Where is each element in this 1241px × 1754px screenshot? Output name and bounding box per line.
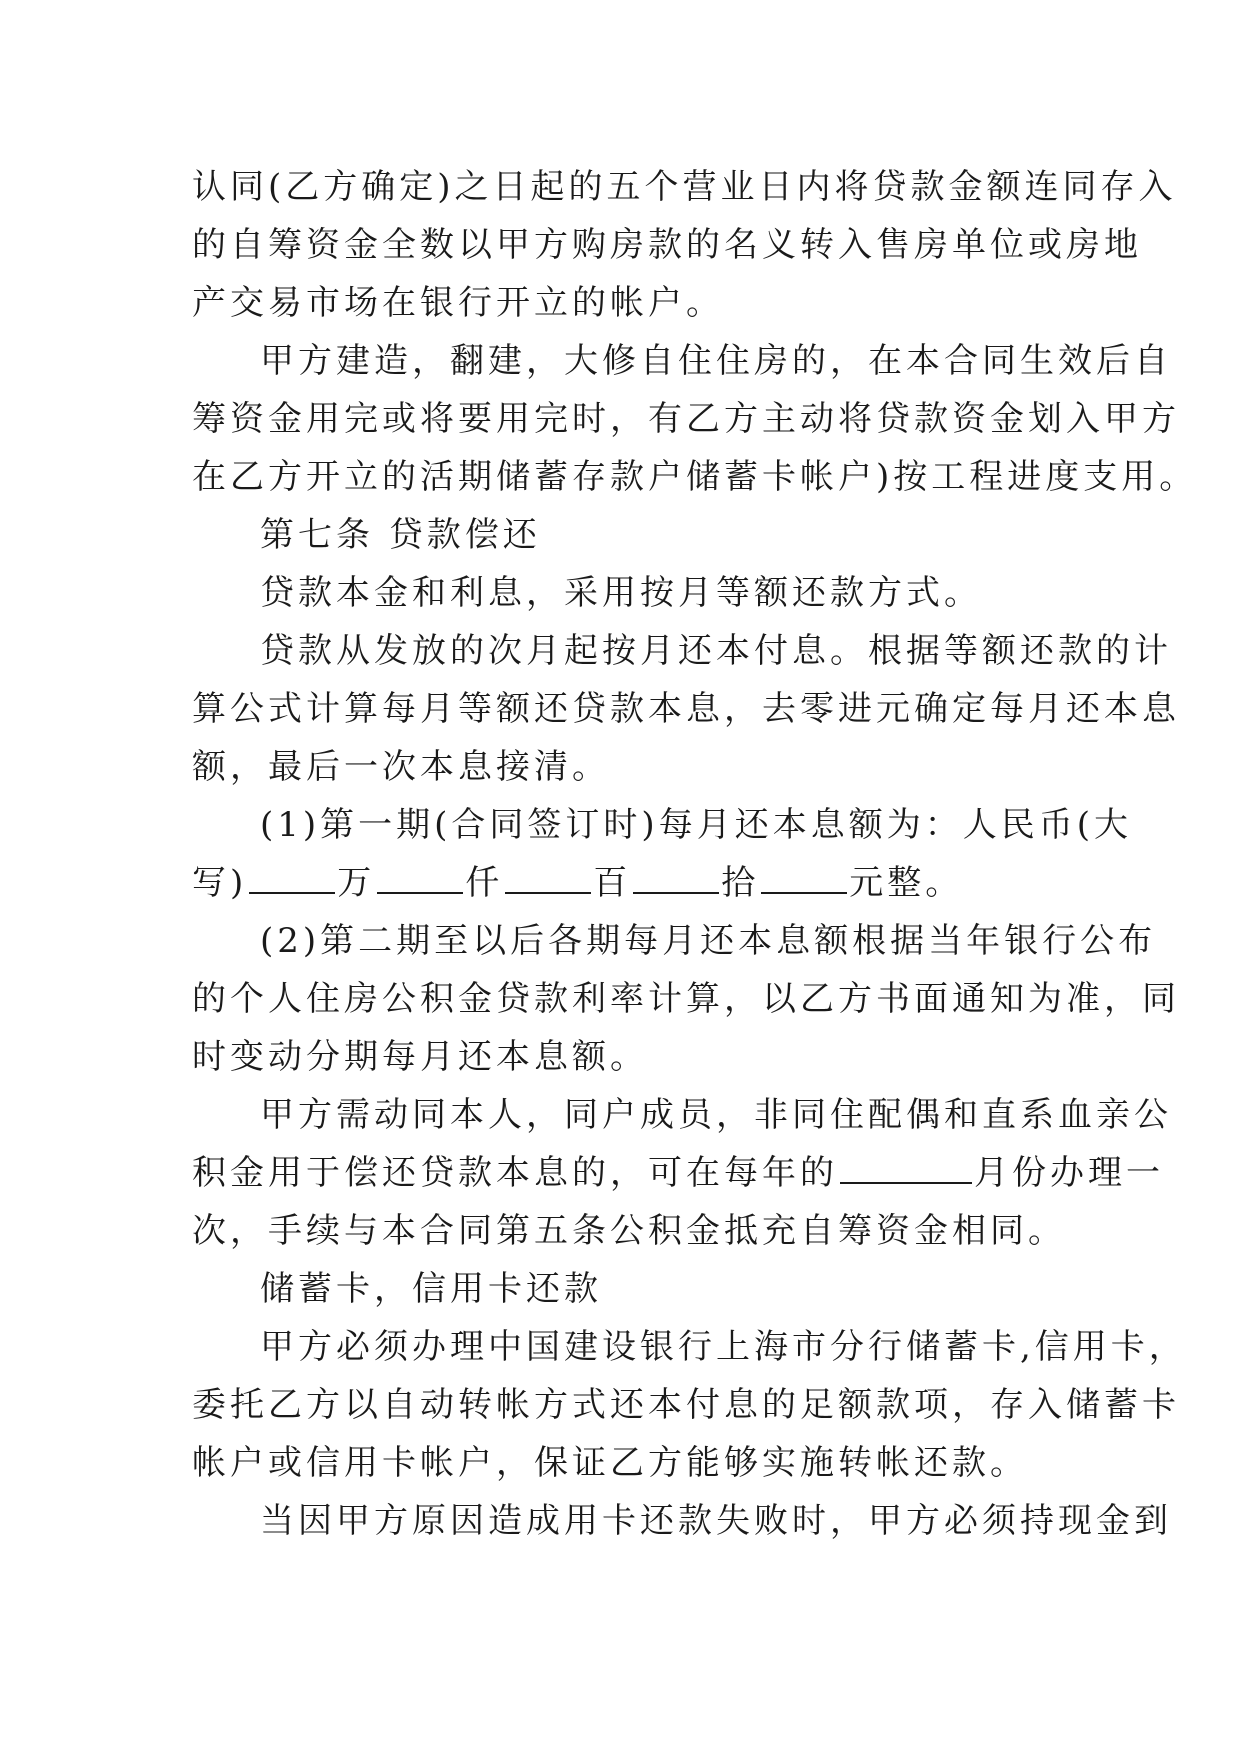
document-page bbox=[192, 158, 1198, 1550]
text-line: 额，最后一次本息接清。 bbox=[192, 747, 610, 787]
paragraph-start: (1)第一期(合同签订时)每月还本息额为：人民币(大 bbox=[260, 805, 1132, 845]
text-line: 时变动分期每月还本息额。 bbox=[192, 1037, 648, 1077]
text-segment: 百 bbox=[593, 863, 632, 903]
text-line: 筹资金用完或将要用完时，有乙方主动将贷款资金划入甲方 bbox=[192, 399, 1180, 439]
paragraph-start: 贷款从发放的次月起按月还本付息。根据等额还款的计 bbox=[260, 631, 1172, 671]
text-line: 在乙方开立的活期储蓄存款户储蓄卡帐户)按工程进度支用。 bbox=[192, 457, 1198, 497]
text-segment: 积金用于偿还贷款本息的，可在每年的 bbox=[192, 1153, 838, 1193]
amount-fill-line bbox=[192, 854, 1052, 912]
paragraph-start: 甲方必须办理中国建设银行上海市分行储蓄卡,信用卡， bbox=[260, 1327, 1187, 1367]
text-segment: 拾 bbox=[721, 863, 760, 903]
text-line: 算公式计算每月等额还贷款本息，去零进元确定每月还本息 bbox=[192, 689, 1180, 729]
blank-field bbox=[633, 862, 719, 894]
section-heading: 第七条 贷款偿还 bbox=[260, 515, 541, 555]
text-line: 的自筹资金全数以甲方购房款的名义转入售房单位或房地 bbox=[192, 225, 1142, 265]
text-line: 帐户或信用卡帐户，保证乙方能够实施转帐还款。 bbox=[192, 1443, 1028, 1483]
blank-field bbox=[249, 862, 335, 894]
blank-field bbox=[377, 862, 463, 894]
section-heading: 储蓄卡，信用卡还款 bbox=[260, 1269, 602, 1309]
blank-field bbox=[840, 1152, 972, 1184]
text-segment: 月份办理一 bbox=[974, 1153, 1164, 1193]
text-segment: 仟 bbox=[465, 863, 504, 903]
text-line: 委托乙方以自动转帐方式还本付息的足额款项，存入储蓄卡 bbox=[192, 1385, 1180, 1425]
paragraph-start: 甲方建造，翻建，大修自住住房的，在本合同生效后自 bbox=[260, 341, 1172, 381]
paragraph-start: (2)第二期至以后各期每月还本息额根据当年银行公布 bbox=[260, 921, 1157, 961]
blank-field bbox=[505, 862, 591, 894]
paragraph-start: 甲方需动同本人，同户成员，非同住配偶和直系血亲公 bbox=[260, 1095, 1172, 1135]
text-line: 次，手续与本合同第五条公积金抵充自筹资金相同。 bbox=[192, 1211, 1066, 1251]
text-line: 认同(乙方确定)之日起的五个营业日内将贷款金额连同存入 bbox=[192, 167, 1177, 207]
month-fill-line bbox=[192, 1144, 1164, 1202]
text-segment: 元整。 bbox=[849, 863, 964, 903]
text-line: 产交易市场在银行开立的帐户。 bbox=[192, 283, 724, 323]
text-segment: 万 bbox=[337, 863, 376, 903]
paragraph-start: 当因甲方原因造成用卡还款失败时，甲方必须持现金到 bbox=[260, 1501, 1172, 1541]
paragraph-start: 贷款本金和利息，采用按月等额还款方式。 bbox=[260, 573, 982, 613]
text-segment: 写) bbox=[192, 863, 248, 903]
blank-field bbox=[761, 862, 847, 894]
text-line: 的个人住房公积金贷款利率计算，以乙方书面通知为准，同 bbox=[192, 979, 1180, 1019]
